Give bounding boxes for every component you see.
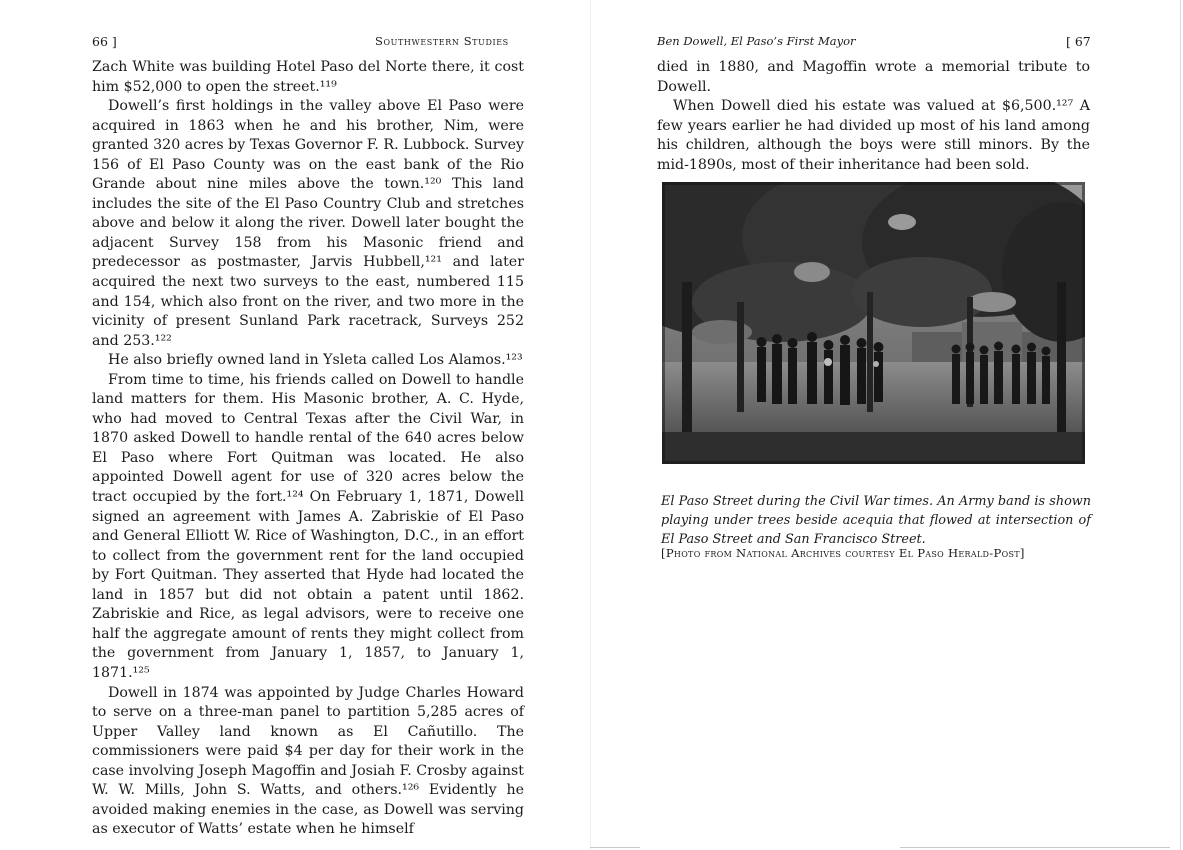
paragraph: Dowell’s first holdings in the valley above El Paso were acquired in 1863 when he and his brother, Nim, were granted 320 acres by Texas Governor F. R. Lubbock. Survey 156 of El Paso County was on the east bank of the Rio Grande about nine miles above the town.¹²⁰ This land includes the site of the El Paso Country Club and stretches above and below it along the river. Dowell later bought the adjacent Survey 158 from his Masonic friend and predecessor as postmaster, Jarvis Hubbell,¹²¹ and later acquired the next two surveys to the east, numbered 115 and 154, which also front on the river, and two more in the vicinity of present Sunland Park racetrack, Surveys 252 and 253.¹²² bbox=[92, 98, 525, 349]
left-page bbox=[0, 0, 591, 850]
bottom-rule bbox=[900, 847, 1170, 848]
page-number-right: [ 67 bbox=[1066, 34, 1091, 49]
page-number-left: 66 ] bbox=[92, 34, 117, 49]
paragraph: Dowell in 1874 was appointed by Judge Charles Howard to serve on a three-man panel to partition 5,285 acres of Upper Valley land known as El Cañutillo. The commissioners were paid $4 per day for their work in the case involving Joseph Magoffin and Josiah F. Crosby against W. W. Mills, John S. Watts, and others.¹²⁶ Evidently he avoided making enemies in the case, as Dowell was serving as executor of Watts’ estate when he himself bbox=[92, 684, 524, 838]
photo-image bbox=[662, 182, 1085, 464]
paragraph: When Dowell died his estate was valued at $6,500.¹²⁷ A few years earlier he had divided up most of his land among his children, although the boys were still minors. By the mid-1890s, most of their inheritance had been sold. bbox=[657, 98, 1090, 173]
paragraph: He also briefly owned land in Ysleta called Los Alamos.¹²³ bbox=[108, 352, 523, 369]
page-edge bbox=[1180, 0, 1181, 850]
photo-credit: [Photo from National Archives courtesy El Paso Herald-Post] bbox=[661, 546, 1025, 560]
running-head-left: Southwestern Studies bbox=[375, 34, 509, 48]
bottom-rule bbox=[590, 847, 640, 848]
historical-photograph bbox=[662, 182, 1085, 464]
paragraph: died in 1880, and Magoffin wrote a memorial tribute to Dowell. bbox=[657, 59, 1090, 95]
running-head-right: Ben Dowell, El Paso’s First Mayor bbox=[657, 34, 856, 48]
right-body-text bbox=[657, 58, 1090, 175]
paragraph: Zach White was building Hotel Paso del Norte there, it cost him $52,000 to open the street.¹¹⁹ bbox=[92, 59, 524, 95]
photo-caption: El Paso Street during the Civil War times. An Army band is shown playing under trees beside acequia that flowed at intersection of El Paso Street and San Francisco Street. bbox=[661, 494, 1091, 547]
left-body-text bbox=[92, 58, 524, 840]
paragraph: From time to time, his friends called on Dowell to handle land matters for them. His Masonic brother, A. C. Hyde, who had moved to Central Texas after the Civil War, in 1870 asked Dowell to handle rental of the 640 acres below El Paso where Fort Quitman was located. He also appointed Dowell agent for use of 320 acres below the tract occupied by the fort.¹²⁴ On February 1, 1871, Dowell signed an agreement with James A. Zabriskie of El Paso and General Elliott W. Rice of Washington, D.C., in an effort to collect from the government rent for the land occupied by Fort Quitman. They asserted that Hyde had located the land in 1857 but did not obtain a patent until 1862. Zabriskie and Rice, as legal advisors, were to receive one half the aggregate amount of rents they might collect from the government from January 1, 1857, to January 1, 1871.¹²⁵ bbox=[92, 371, 524, 681]
